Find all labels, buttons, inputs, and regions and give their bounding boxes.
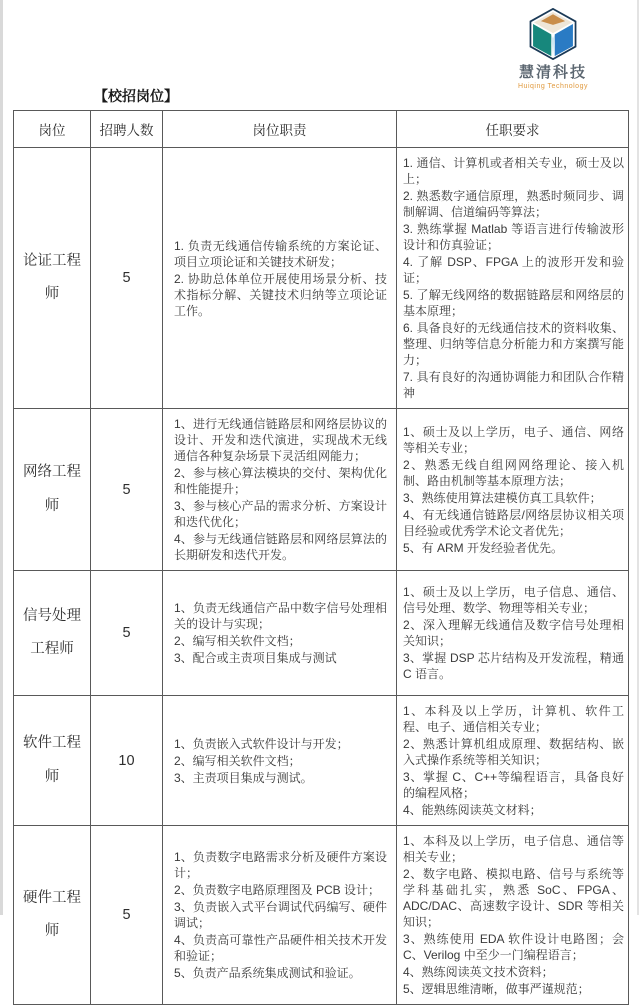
table-row (14, 571, 629, 696)
position-cell (14, 148, 91, 409)
duty-item: 1. 负责无线通信传输系统的方案论证、项目立项论证和关键技术研发； (174, 238, 387, 269)
duty-item: 2、编写相关软件文档； (174, 753, 301, 768)
requirement-item: 4、熟练阅读英文技术资料； (403, 965, 554, 979)
duty-item: 1、负责无线通信产品中数字信号处理相关的设计与实现； (174, 601, 387, 631)
duty-item: 3、负责嵌入式平台调试代码编写、硬件调试； (174, 900, 387, 930)
table-header-row (14, 111, 629, 148)
duty-item: 1、负责嵌入式软件设计与开发； (174, 736, 349, 751)
requirements-cell (397, 148, 629, 409)
requirement-item: 5、逻辑思维清晰，做事严谨规范； (403, 982, 590, 996)
header-duties: 岗位职责 (163, 111, 397, 148)
requirements-cell (397, 409, 629, 571)
count-value: 5 (122, 625, 131, 641)
duty-item: 4、参与无线通信链路层和网络层算法的长期研发和迭代开发。 (174, 532, 387, 562)
requirement-item: 4、能熟练阅读英文材料； (403, 803, 542, 817)
requirement-item: 2、熟悉无线自组网网络理论、接入机制、路由机制等基本原理方法； (403, 457, 624, 488)
requirement-item: 1. 通信、计算机或者相关专业，硕士及以上； (403, 156, 624, 186)
position-cell (14, 826, 91, 1005)
header-count: 招聘人数 (91, 111, 163, 148)
requirement-item: 2、深入理解无线通信及数字信号处理相关知识； (403, 618, 624, 648)
requirement-item: 4、有无线通信链路层/网络层协议相关项目经验或优秀学术论文者优先； (403, 507, 624, 538)
requirement-item: 2、熟悉计算机组成原理、数据结构、嵌入式操作系统等相关知识； (403, 737, 624, 767)
duties-cell (163, 826, 397, 1005)
requirement-item: 1、本科及以上学历，计算机、软件工程、电子、通信相关专业； (403, 704, 624, 734)
count-cell (91, 696, 163, 826)
table-row (14, 826, 629, 1005)
duties-cell (163, 148, 397, 409)
count-value: 5 (122, 270, 131, 286)
requirement-item: 2. 熟悉数字通信原理，熟悉时频同步、调制解调、信道编码等算法； (403, 189, 624, 219)
requirement-item: 3、熟练使用 EDA 软件设计电路图；会 C、Verilog 中至少一门编程语言； (403, 932, 624, 962)
position-cell (14, 571, 91, 696)
duty-item: 1、进行无线通信链路层和网络层协议的设计、开发和迭代演进，实现战术无线通信各种复杂场景下灵活组网能力； (174, 417, 387, 463)
duty-item: 1、负责数字电路需求分析及硬件方案设计； (174, 850, 387, 880)
job-table (13, 110, 629, 1005)
job-table-body (14, 148, 629, 1005)
duty-item: 3、配合或主责项目集成与测试 (174, 651, 337, 665)
requirement-item: 3、掌握 C、C++等编程语言，具备良好的编程风格； (403, 770, 624, 800)
requirement-item: 1、本科及以上学历，电子信息、通信等相关专业； (403, 834, 624, 864)
duty-item: 3、参与核心产品的需求分析、方案设计和迭代优化； (174, 499, 387, 529)
position-label: 网络工程师 (23, 464, 81, 514)
table-row (14, 696, 629, 826)
position-label: 论证工程师 (23, 252, 81, 302)
requirement-item: 3. 熟练掌握 Matlab 等语言进行传输波形设计和仿真验证； (403, 222, 624, 252)
count-cell (91, 826, 163, 1005)
duty-item: 2、参与核心算法模块的交付、架构优化和性能提升； (174, 466, 387, 496)
requirement-item: 4. 了解 DSP、FPGA 上的波形开发和验证； (403, 255, 624, 285)
duty-item: 2. 协助总体单位开展使用场景分析、技术指标分解、关键技术归纳等立项论证工作。 (174, 271, 387, 318)
position-cell (14, 409, 91, 571)
position-label: 硬件工程师 (23, 889, 81, 939)
requirement-item: 1、硕士及以上学历，电子、通信、网络等相关专业； (403, 424, 624, 455)
count-cell (91, 148, 163, 409)
count-value: 10 (118, 752, 135, 769)
header-requirements: 任职要求 (397, 111, 629, 148)
requirements-cell (397, 826, 629, 1005)
requirement-item: 3、掌握 DSP 芯片结构及开发流程，精通 C 语言。 (403, 651, 624, 681)
company-logo (503, 8, 603, 90)
requirement-item: 6. 具备良好的无线通信技术的资料收集、整理、归纳等信息分析能力和方案撰写能力； (403, 321, 624, 367)
requirement-item: 1、硕士及以上学历，电子信息、通信、信号处理、数学、物理等相关专业； (403, 585, 624, 615)
requirement-item: 5. 了解无线网络的数据链路层和网络层的基本原理； (403, 288, 624, 318)
requirements-cell (397, 571, 629, 696)
requirement-item: 3、熟练使用算法建模仿真工具软件； (403, 490, 602, 505)
requirements-cell (397, 696, 629, 826)
requirement-item: 5、有 ARM 开发经验者优先。 (403, 540, 564, 555)
position-label: 信号处理工程师 (23, 607, 81, 657)
duties-cell (163, 571, 397, 696)
count-value: 5 (122, 907, 131, 923)
company-name-en: Huiqing Technology (518, 83, 588, 90)
company-logo-icon (527, 8, 579, 60)
position-label: 软件工程师 (23, 735, 81, 785)
count-value: 5 (122, 481, 131, 498)
header-position: 岗位 (14, 111, 91, 148)
company-name-cn: 慧清科技 (518, 64, 587, 81)
page-title: 【校招岗位】 (94, 88, 178, 104)
count-cell (91, 571, 163, 696)
duty-item: 3、主责项目集成与测试。 (174, 770, 313, 785)
page-edge-left (0, 0, 3, 915)
requirement-item: 2、数字电路、模拟电路、信号与系统等学科基础扎实，熟悉 SoC、FPGA、ADC/DAC、高速数字设计、SDR 等相关知识； (403, 867, 624, 929)
duties-cell (163, 409, 397, 571)
duty-item: 4、负责高可靠性产品硬件相关技术开发和验证； (174, 933, 387, 963)
position-cell (14, 696, 91, 826)
duty-item: 2、负责数字电路原理图及 PCB 设计； (174, 883, 381, 897)
duties-cell (163, 696, 397, 826)
requirement-item: 7. 具有良好的沟通协调能力和团队合作精神 (403, 370, 624, 400)
table-row (14, 148, 629, 409)
duty-item: 2、编写相关软件文档； (174, 634, 301, 648)
table-row (14, 409, 629, 571)
duty-item: 5、负责产品系统集成测试和验证。 (174, 966, 361, 980)
count-cell (91, 409, 163, 571)
